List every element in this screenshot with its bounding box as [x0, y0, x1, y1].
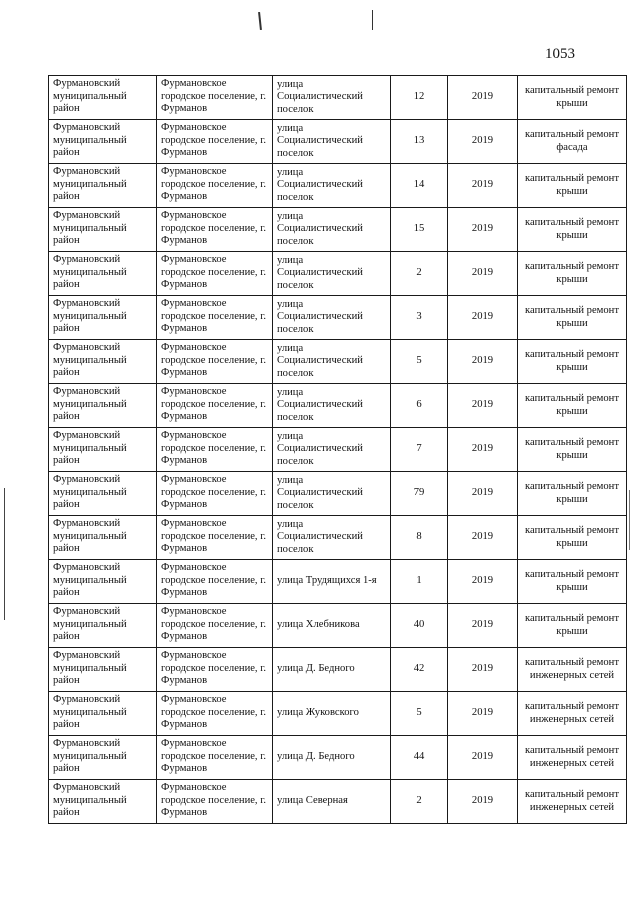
house-number-cell: 5 [391, 340, 448, 384]
year-cell: 2019 [448, 296, 518, 340]
scan-mark [4, 488, 5, 620]
table-row [49, 780, 627, 824]
table-row [49, 340, 627, 384]
work-type-cell: капитальный ремонт инженерных сетей [518, 736, 627, 780]
district-cell: Фурмановский муниципальный район [49, 164, 157, 208]
street-cell: улица Социалистический поселок [273, 296, 391, 340]
year-cell: 2019 [448, 516, 518, 560]
house-number-cell: 8 [391, 516, 448, 560]
scan-mark [372, 10, 373, 30]
settlement-cell: Фурмановское городское поселение, г. Фурманов [157, 384, 273, 428]
district-cell: Фурмановский муниципальный район [49, 780, 157, 824]
house-number-cell: 40 [391, 604, 448, 648]
work-type-cell: капитальный ремонт крыши [518, 340, 627, 384]
settlement-cell: Фурмановское городское поселение, г. Фурманов [157, 560, 273, 604]
table-body [49, 76, 627, 824]
work-type-cell: капитальный ремонт крыши [518, 516, 627, 560]
table-row [49, 472, 627, 516]
district-cell: Фурмановский муниципальный район [49, 560, 157, 604]
year-cell: 2019 [448, 604, 518, 648]
settlement-cell: Фурмановское городское поселение, г. Фурманов [157, 692, 273, 736]
settlement-cell: Фурмановское городское поселение, г. Фурманов [157, 516, 273, 560]
house-number-cell: 44 [391, 736, 448, 780]
table-row [49, 560, 627, 604]
table-row [49, 648, 627, 692]
house-number-cell: 12 [391, 76, 448, 120]
year-cell: 2019 [448, 780, 518, 824]
house-number-cell: 15 [391, 208, 448, 252]
street-cell: улица Социалистический поселок [273, 340, 391, 384]
table-row [49, 76, 627, 120]
street-cell: улица Трудящихся 1-я [273, 560, 391, 604]
table-row [49, 384, 627, 428]
year-cell: 2019 [448, 428, 518, 472]
district-cell: Фурмановский муниципальный район [49, 736, 157, 780]
settlement-cell: Фурмановское городское поселение, г. Фурманов [157, 472, 273, 516]
street-cell: улица Северная [273, 780, 391, 824]
street-cell: улица Социалистический поселок [273, 384, 391, 428]
year-cell: 2019 [448, 560, 518, 604]
work-type-cell: капитальный ремонт крыши [518, 164, 627, 208]
house-number-cell: 3 [391, 296, 448, 340]
house-number-cell: 7 [391, 428, 448, 472]
district-cell: Фурмановский муниципальный район [49, 472, 157, 516]
year-cell: 2019 [448, 252, 518, 296]
street-cell: улица Жуковского [273, 692, 391, 736]
repair-registry-table [48, 75, 627, 824]
house-number-cell: 2 [391, 252, 448, 296]
work-type-cell: капитальный ремонт крыши [518, 252, 627, 296]
settlement-cell: Фурмановское городское поселение, г. Фурманов [157, 648, 273, 692]
street-cell: улица Социалистический поселок [273, 516, 391, 560]
table-row [49, 120, 627, 164]
district-cell: Фурмановский муниципальный район [49, 428, 157, 472]
district-cell: Фурмановский муниципальный район [49, 120, 157, 164]
year-cell: 2019 [448, 736, 518, 780]
work-type-cell: капитальный ремонт крыши [518, 384, 627, 428]
settlement-cell: Фурмановское городское поселение, г. Фурманов [157, 428, 273, 472]
street-cell: улица Социалистический поселок [273, 472, 391, 516]
settlement-cell: Фурмановское городское поселение, г. Фурманов [157, 76, 273, 120]
street-cell: улица Социалистический поселок [273, 120, 391, 164]
house-number-cell: 42 [391, 648, 448, 692]
street-cell: улица Д. Бедного [273, 736, 391, 780]
year-cell: 2019 [448, 76, 518, 120]
scan-mark [629, 490, 630, 550]
table-row [49, 208, 627, 252]
work-type-cell: капитальный ремонт инженерных сетей [518, 648, 627, 692]
work-type-cell: капитальный ремонт крыши [518, 208, 627, 252]
district-cell: Фурмановский муниципальный район [49, 76, 157, 120]
scan-mark [258, 12, 262, 30]
street-cell: улица Социалистический поселок [273, 252, 391, 296]
street-cell: улица Д. Бедного [273, 648, 391, 692]
work-type-cell: капитальный ремонт крыши [518, 604, 627, 648]
work-type-cell: капитальный ремонт крыши [518, 560, 627, 604]
work-type-cell: капитальный ремонт крыши [518, 428, 627, 472]
house-number-cell: 5 [391, 692, 448, 736]
settlement-cell: Фурмановское городское поселение, г. Фурманов [157, 252, 273, 296]
table-row [49, 692, 627, 736]
table-row [49, 296, 627, 340]
district-cell: Фурмановский муниципальный район [49, 516, 157, 560]
work-type-cell: капитальный ремонт инженерных сетей [518, 780, 627, 824]
district-cell: Фурмановский муниципальный район [49, 384, 157, 428]
district-cell: Фурмановский муниципальный район [49, 296, 157, 340]
street-cell: улица Социалистический поселок [273, 76, 391, 120]
settlement-cell: Фурмановское городское поселение, г. Фурманов [157, 208, 273, 252]
district-cell: Фурмановский муниципальный район [49, 252, 157, 296]
settlement-cell: Фурмановское городское поселение, г. Фурманов [157, 780, 273, 824]
settlement-cell: Фурмановское городское поселение, г. Фурманов [157, 120, 273, 164]
house-number-cell: 2 [391, 780, 448, 824]
table-row [49, 252, 627, 296]
house-number-cell: 6 [391, 384, 448, 428]
work-type-cell: капитальный ремонт крыши [518, 76, 627, 120]
settlement-cell: Фурмановское городское поселение, г. Фурманов [157, 164, 273, 208]
house-number-cell: 1 [391, 560, 448, 604]
table-row [49, 164, 627, 208]
street-cell: улица Социалистический поселок [273, 428, 391, 472]
street-cell: улица Хлебникова [273, 604, 391, 648]
work-type-cell: капитальный ремонт крыши [518, 472, 627, 516]
district-cell: Фурмановский муниципальный район [49, 208, 157, 252]
year-cell: 2019 [448, 120, 518, 164]
table-row [49, 604, 627, 648]
district-cell: Фурмановский муниципальный район [49, 692, 157, 736]
year-cell: 2019 [448, 208, 518, 252]
house-number-cell: 13 [391, 120, 448, 164]
house-number-cell: 14 [391, 164, 448, 208]
settlement-cell: Фурмановское городское поселение, г. Фурманов [157, 340, 273, 384]
house-number-cell: 79 [391, 472, 448, 516]
work-type-cell: капитальный ремонт крыши [518, 296, 627, 340]
work-type-cell: капитальный ремонт инженерных сетей [518, 692, 627, 736]
table-row [49, 736, 627, 780]
settlement-cell: Фурмановское городское поселение, г. Фурманов [157, 736, 273, 780]
street-cell: улица Социалистический поселок [273, 208, 391, 252]
work-type-cell: капитальный ремонт фасада [518, 120, 627, 164]
settlement-cell: Фурмановское городское поселение, г. Фурманов [157, 604, 273, 648]
year-cell: 2019 [448, 472, 518, 516]
year-cell: 2019 [448, 692, 518, 736]
district-cell: Фурмановский муниципальный район [49, 340, 157, 384]
district-cell: Фурмановский муниципальный район [49, 604, 157, 648]
year-cell: 2019 [448, 340, 518, 384]
table-row [49, 516, 627, 560]
district-cell: Фурмановский муниципальный район [49, 648, 157, 692]
year-cell: 2019 [448, 164, 518, 208]
table-row [49, 428, 627, 472]
year-cell: 2019 [448, 648, 518, 692]
page-number: 1053 [545, 46, 575, 62]
street-cell: улица Социалистический поселок [273, 164, 391, 208]
year-cell: 2019 [448, 384, 518, 428]
settlement-cell: Фурмановское городское поселение, г. Фурманов [157, 296, 273, 340]
